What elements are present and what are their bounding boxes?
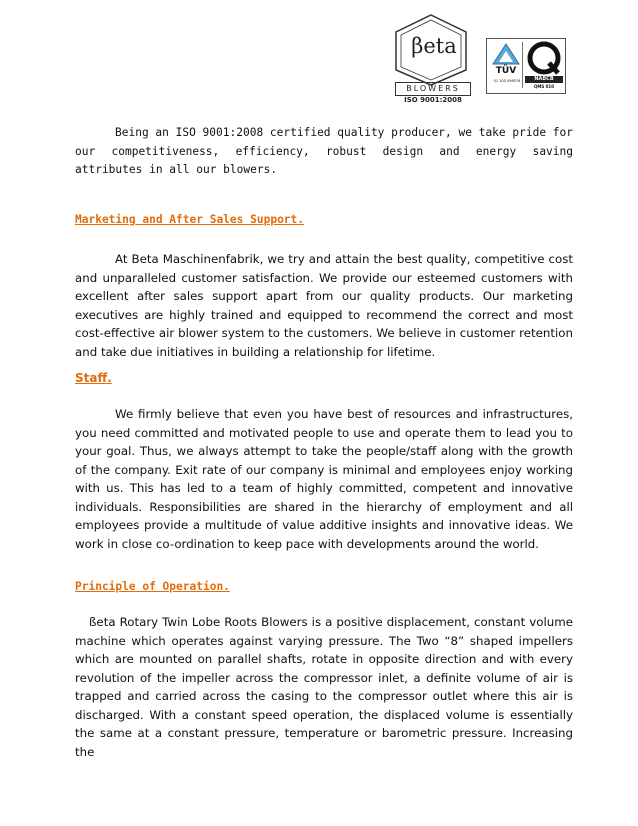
intro-paragraph: Being an ISO 9001:2008 certified quality producer, we take pride for our competitiveness, efficiency, robust design and energy saving attributes in all our blowers. bbox=[75, 126, 574, 176]
logo-word: βeta bbox=[411, 34, 457, 58]
certification-badge bbox=[486, 38, 566, 94]
paragraph-staff: We firmly believe that even you have best of resources and infrastructures, you need committed and motivated people to use and operate them to lead you to your goal. Thus, we always attempt to take the people/staff along with the growth of the company. Exit rate of our company is minimal and employees enjoy working with us. This has led to a team of highly committed, competent and innovative individuals. Responsibilities are shared in the hierarchy of employment and all employees provide a multitude of value additive insights and innovative ideas. We work in close co-ordination to keep pace with developments around the world. bbox=[75, 407, 573, 551]
nabcb-q-icon bbox=[525, 41, 563, 75]
tuv-mark bbox=[490, 42, 523, 88]
paragraph-principle: ßeta Rotary Twin Lobe Roots Blowers is a positive displacement, constant volume machine which operates against varying pressure. The Two “8” shaped impellers which are mounted on parallel shafts, rotate in opposite direction and with every revolution of the impeller across the compressor inlet, a definite volume of air is trapped and carried across the casing to the compressor outlet where this air is discharged. With a constant speed operation, the displaced volume is essentially the same at a constant pressure, temperature or barometric pressure. Increasing the bbox=[75, 615, 573, 759]
nabcb-label: NABCB bbox=[525, 76, 563, 83]
heading-marketing: Marketing and After Sales Support. bbox=[75, 213, 305, 226]
heading-staff: Staff. bbox=[75, 371, 112, 385]
paragraph-marketing: At Beta Maschinenfabrik, we try and attain the best quality, competitive cost and unparalleled customer satisfaction. We provide our esteemed customers with excellent after sales support apart from our quality products. Our marketing executives are highly trained and equipped to recommend the correct and most cost-effective air blower system to the customers. We believe in customer retention and take due initiatives in building a relationship for lifetime. bbox=[75, 252, 573, 359]
tuv-label: TÜV bbox=[495, 66, 517, 76]
tuv-number: 01 100 096576 bbox=[493, 79, 521, 83]
logo-subtitle: BLOWERS bbox=[395, 82, 471, 96]
tuv-triangle-icon bbox=[490, 42, 522, 66]
nabcb-mark bbox=[525, 41, 563, 91]
qms-label: QMS 010 bbox=[533, 84, 554, 89]
logo-iso: ISO 9001:2008 bbox=[404, 96, 462, 104]
heading-principle: Principle of Operation. bbox=[75, 580, 230, 593]
